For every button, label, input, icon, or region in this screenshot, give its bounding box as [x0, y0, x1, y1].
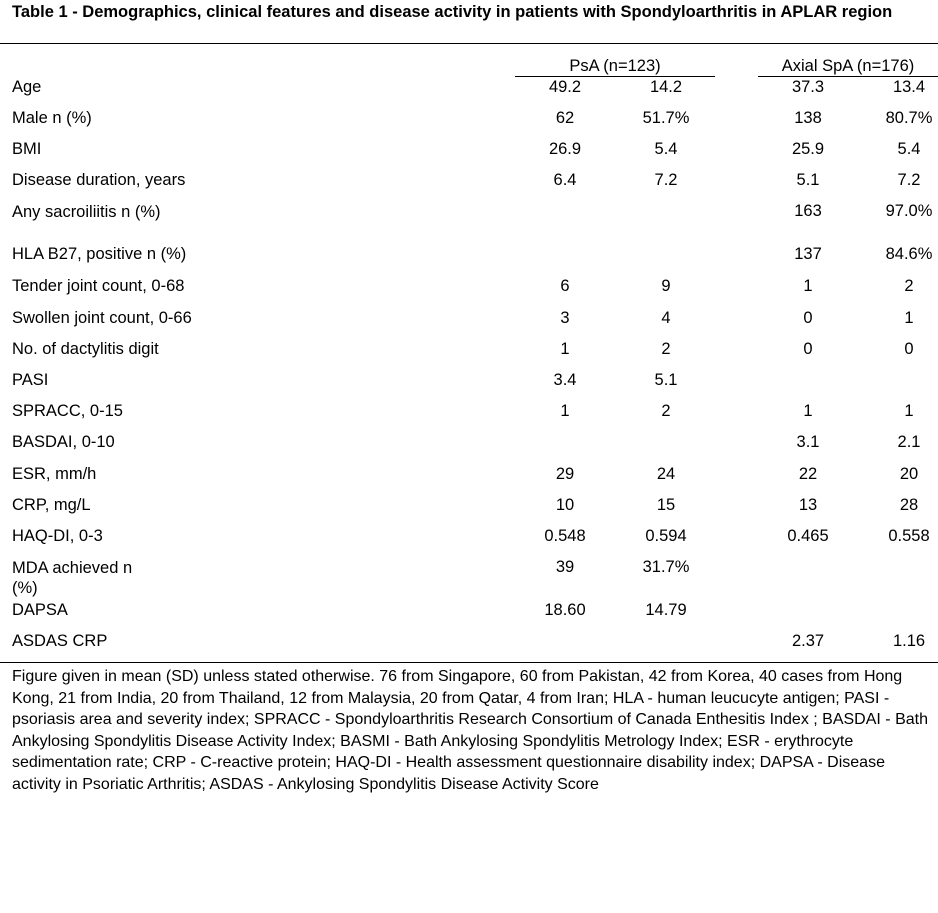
psa-value-cell: 6: [560, 277, 570, 295]
psa-sd-cell: 24: [656, 465, 676, 483]
row-label: Disease duration, years: [12, 171, 186, 189]
axspa-value-cell: 2.37: [791, 632, 825, 650]
axspa-sd-cell: 13.4: [892, 78, 926, 96]
psa-value-cell: 29: [555, 465, 575, 483]
row-label: Swollen joint count, 0-66: [12, 309, 192, 327]
axspa-sd-cell: 28: [899, 496, 919, 514]
axspa-sd-cell: 2.1: [897, 433, 921, 451]
row-label: Any sacroiliitis n (%): [12, 203, 161, 221]
axspa-sd-cell: 1: [904, 309, 914, 327]
axspa-sd-cell: 1: [904, 402, 914, 420]
psa-sd-cell: 5.4: [654, 140, 678, 158]
psa-group-header: PsA (n=123): [569, 57, 661, 75]
psa-sd-cell: 31.7%: [642, 558, 690, 576]
psa-sd-cell: 15: [656, 496, 676, 514]
row-label: DAPSA: [12, 601, 68, 619]
axspa-value-cell: 22: [798, 465, 818, 483]
psa-value-cell: 26.9: [548, 140, 582, 158]
psa-sd-cell: 2: [661, 402, 671, 420]
axspa-sd-cell: 5.4: [897, 140, 921, 158]
row-label: PASI: [12, 371, 49, 389]
axspa-sd-cell: 7.2: [897, 171, 921, 189]
axspa-value-cell: 0: [803, 309, 813, 327]
axspa-value-cell: 1: [803, 402, 813, 420]
psa-value-cell: 3.4: [553, 371, 577, 389]
row-label: No. of dactylitis digit: [12, 340, 159, 358]
axspa-value-cell: 37.3: [791, 78, 825, 96]
psa-value-cell: 62: [555, 109, 575, 127]
axspa-group-rule: [758, 76, 938, 77]
axspa-value-cell: 5.1: [796, 171, 820, 189]
table-footnote: Figure given in mean (SD) unless stated otherwise. 76 from Singapore, 60 from Pakistan, 42 from Korea, 40 cases from Hong Kong, 21 from India, 20 from Thailand, 12 from Malaysia, 20 from Qatar, 4 from Iran; HLA - human leucucyte antigen; PASI - psoriasis area and severity index; SPRACC - Spondyloarthritis Research Consortium of Canada Enthesitis Index ; BASDAI - Bath Ankylosing Spondylitis Disease Activity Index; BASMI - Bath Ankylosing Spondylitis Metrology Index; ESR - erythrocyte sedimentation rate; CRP - C-reactive protein; HAQ-DI - Health assessment questionnaire disability index; DAPSA - Disease activity in Psoriatic Arthritis; ASDAS - Ankylosing Spondylitis Disease Activity Score: [12, 668, 928, 793]
axspa-sd-cell: 0: [904, 340, 914, 358]
axspa-value-cell: 0.465: [787, 527, 829, 545]
psa-value-cell: 1: [560, 402, 570, 420]
axspa-group-header: Axial SpA (n=176): [781, 57, 915, 75]
row-label: HAQ-DI, 0-3: [12, 527, 103, 545]
axspa-sd-cell: 80.7%: [885, 109, 933, 127]
bottom-rule: [0, 662, 938, 663]
row-label: HLA B27, positive n (%): [12, 245, 187, 263]
row-label: Age: [12, 78, 42, 96]
axspa-value-cell: 13: [798, 496, 818, 514]
axspa-value-cell: 25.9: [791, 140, 825, 158]
row-label: CRP, mg/L: [12, 496, 91, 514]
psa-sd-cell: 14.2: [649, 78, 683, 96]
axspa-sd-cell: 97.0%: [885, 202, 933, 220]
row-label: BASDAI, 0-10: [12, 433, 115, 451]
psa-sd-cell: 2: [661, 340, 671, 358]
row-label: MDA achieved n (%): [12, 559, 133, 597]
psa-value-cell: 3: [560, 309, 570, 327]
axspa-sd-cell: 84.6%: [885, 245, 933, 263]
psa-sd-cell: 0.594: [645, 527, 687, 545]
axspa-sd-cell: 0.558: [888, 527, 930, 545]
axspa-sd-cell: 2: [904, 277, 914, 295]
axspa-value-cell: 138: [794, 109, 822, 127]
psa-sd-cell: 4: [661, 309, 671, 327]
psa-sd-cell: 51.7%: [642, 109, 690, 127]
axspa-sd-cell: 20: [899, 465, 919, 483]
psa-value-cell: 1: [560, 340, 570, 358]
row-label: ASDAS CRP: [12, 632, 108, 650]
axspa-value-cell: 137: [794, 245, 822, 263]
psa-value-cell: 0.548: [544, 527, 586, 545]
row-label: Tender joint count, 0-68: [12, 277, 185, 295]
psa-value-cell: 39: [555, 558, 575, 576]
psa-sd-cell: 7.2: [654, 171, 678, 189]
psa-value-cell: 6.4: [553, 171, 577, 189]
psa-sd-cell: 14.79: [645, 601, 687, 619]
psa-value-cell: 18.60: [544, 601, 586, 619]
psa-group-rule: [515, 76, 715, 77]
top-rule: [0, 43, 938, 44]
row-label: SPRACC, 0-15: [12, 402, 123, 420]
psa-sd-cell: 5.1: [654, 371, 678, 389]
axspa-value-cell: 1: [803, 277, 813, 295]
psa-value-cell: 10: [555, 496, 575, 514]
axspa-sd-cell: 1.16: [892, 632, 926, 650]
row-label: Male n (%): [12, 109, 92, 127]
axspa-value-cell: 0: [803, 340, 813, 358]
psa-sd-cell: 9: [661, 277, 671, 295]
axspa-value-cell: 3.1: [796, 433, 820, 451]
row-label: ESR, mm/h: [12, 465, 97, 483]
axspa-value-cell: 163: [794, 202, 822, 220]
table-title: Table 1 - Demographics, clinical features and disease activity in patients with Spondyloarthritis in APLAR region: [12, 3, 893, 21]
psa-value-cell: 49.2: [548, 78, 582, 96]
row-label: BMI: [12, 140, 42, 158]
